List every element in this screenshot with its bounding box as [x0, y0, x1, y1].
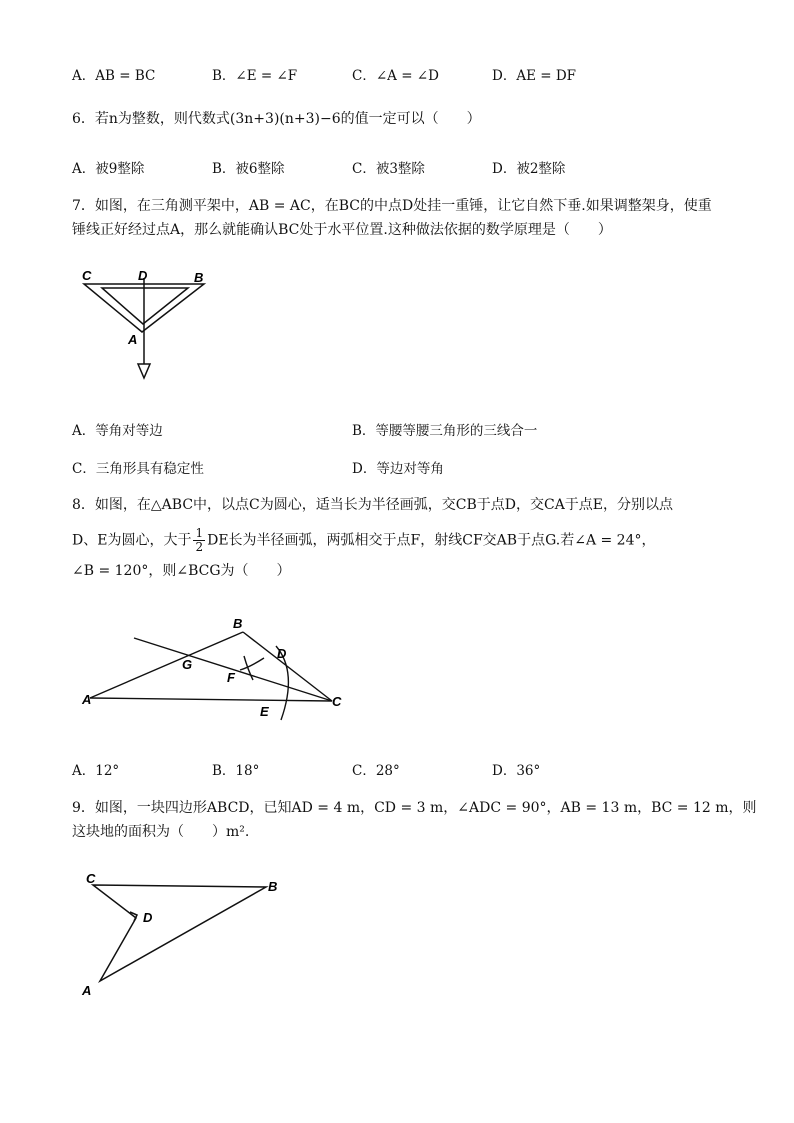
q7-plumb-weight — [138, 364, 150, 378]
q8-arc-f1 — [240, 658, 264, 670]
q8-label-a: A — [82, 692, 92, 707]
q7-label-a: A — [128, 332, 138, 347]
q8-side-ac — [90, 698, 332, 701]
q8-label-f: F — [227, 670, 235, 685]
q7-option-a[interactable]: A．等角对等边 — [72, 423, 163, 439]
q9-label-d: D — [143, 910, 153, 925]
q7-label-d: D — [138, 268, 148, 283]
q9-stem-line-1: 9．如图，一块四边形ABCD，已知AD = 4 m，CD = 3 m，∠ADC = 90°，AB = 13 m，BC = 12 m，则 — [72, 800, 757, 816]
q9-stem-line-2: 这块地的面积为（ ）m². — [72, 824, 250, 840]
q8-stem-line-2: D、E为圆心，大于 $\frac{1}{2}$ DE长为半径画弧，两弧相交于点F，射线CF交AB于点G.若∠A = 24°， — [72, 526, 656, 554]
q8-label-e: E — [260, 704, 269, 719]
q6-stem: 6．若n为整数，则代数式(3n+3)(n+3)−6的值一定可以（ ） — [72, 111, 481, 127]
q7-option-b[interactable]: B．等腰等腰三角形的三线合一 — [352, 423, 538, 439]
q8-option-d[interactable]: D．36° — [492, 763, 541, 779]
q7-option-c[interactable]: C．三角形具有稳定性 — [72, 461, 204, 477]
q8-option-b[interactable]: B．18° — [212, 763, 260, 779]
q6-option-d[interactable]: D．被2整除 — [492, 161, 566, 177]
q9-figure — [76, 865, 291, 1000]
q8-option-c[interactable]: C．28° — [352, 763, 400, 779]
q7-stem-line-2: 锤线正好经过点A，那么就能确认BC处于水平位置.这种做法依据的数学原理是（ ） — [72, 222, 612, 238]
q6-option-c[interactable]: C．被3整除 — [352, 161, 425, 177]
q7-stem-line-1: 7．如图，在三角测平架中，AB = AC，在BC的中点D处挂一重锤，让它自然下垂.如果调整架身，使重 — [72, 198, 712, 214]
q9-label-a: A — [82, 983, 92, 998]
q8-stem-line-1: 8．如图，在△ABC中，以点C为圆心，适当长为半径画弧，交CB于点D，交CA于点E，分别以点 — [72, 497, 674, 513]
q7-label-c: C — [82, 268, 92, 283]
q5-option-d[interactable]: D．AE = DF — [492, 68, 577, 84]
q9-quadrilateral — [93, 885, 266, 981]
q8-label-c: C — [332, 694, 342, 709]
q6-option-a[interactable]: A．被9整除 — [72, 161, 145, 177]
q7-figure — [70, 262, 220, 387]
q9-label-b: B — [268, 879, 278, 894]
q8-label-b: B — [233, 616, 243, 631]
q8-fraction: $\frac{1}{2}$ — [195, 526, 204, 554]
q6-option-b[interactable]: B．被6整除 — [212, 161, 285, 177]
q9-label-c: C — [86, 871, 96, 886]
q8-label-g: G — [182, 657, 193, 672]
q8-figure — [78, 612, 353, 724]
q8-stem-line-3: ∠B = 120°，则∠BCG为（ ） — [72, 563, 291, 579]
q7-label-b: B — [194, 270, 204, 285]
q5-option-a[interactable]: A．AB = BC — [72, 68, 156, 84]
q8-label-d: D — [277, 646, 287, 661]
q8-option-a[interactable]: A．12° — [72, 763, 120, 779]
q7-option-d[interactable]: D．等边对等角 — [352, 461, 444, 477]
q5-option-c[interactable]: C．∠A = ∠D — [352, 68, 439, 84]
q5-option-b[interactable]: B．∠E = ∠F — [212, 68, 298, 84]
